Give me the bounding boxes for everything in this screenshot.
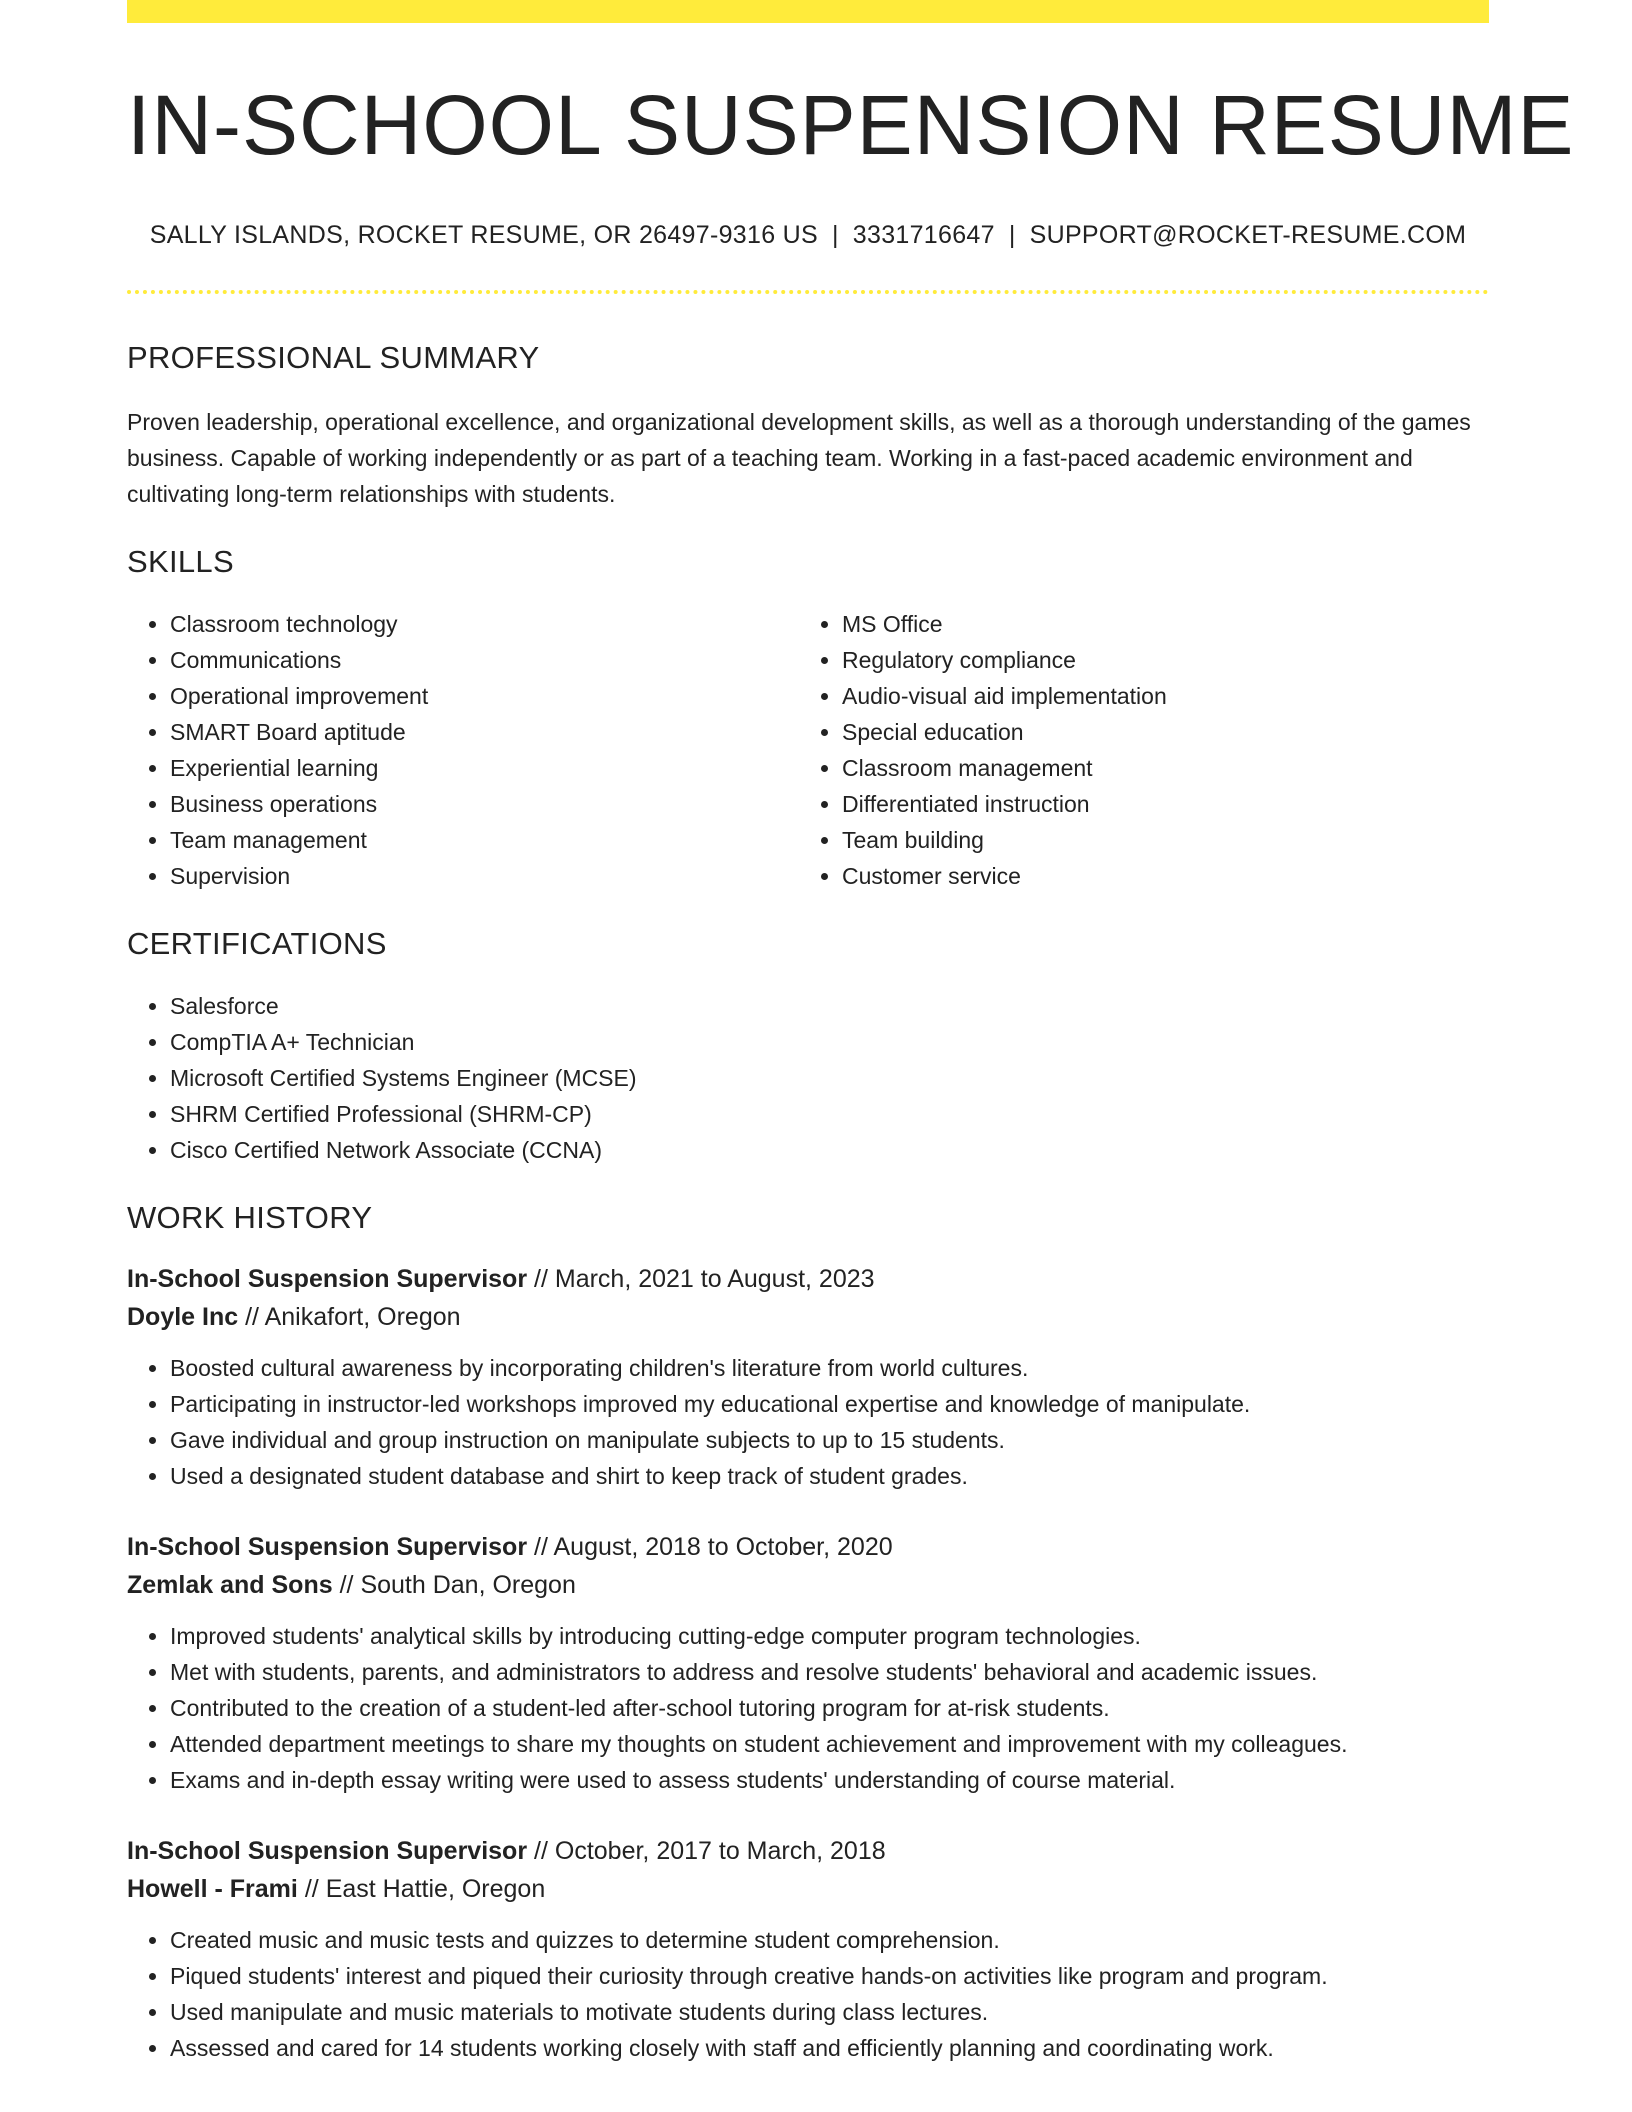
job-divider: //: [534, 1265, 548, 1293]
job-title-line: [127, 1528, 1489, 1566]
skills-section: [127, 544, 1489, 894]
job-company-line: [127, 1566, 1489, 1604]
job-title-line: [127, 1260, 1489, 1298]
job-bullet: • Contributed to the creation of a student-led after-school tutoring program for at-risk students.: [170, 1690, 1489, 1726]
job-bullet: • Improved students' analytical skills by introducing cutting-edge computer program technologies.: [170, 1618, 1489, 1654]
contact-separator: |: [831, 221, 839, 249]
job-bullet: • Gave individual and group instruction on manipulate subjects to up to 15 students.: [170, 1422, 1489, 1458]
certification-item: • SHRM Certified Professional (SHRM-CP): [170, 1096, 1489, 1132]
job-bullet: • Met with students, parents, and administrators to address and resolve students' behavioral and academic issues.: [170, 1654, 1489, 1690]
job-bullet: • Created music and music tests and quizzes to determine student comprehension.: [170, 1922, 1489, 1958]
job-dates: August, 2018 to October, 2020: [553, 1533, 893, 1561]
job-dates: March, 2021 to August, 2023: [554, 1265, 875, 1293]
contact-phone: 3331716647: [852, 221, 995, 249]
skill-item: • Classroom technology: [170, 606, 799, 642]
skill-item: • Classroom management: [842, 750, 1471, 786]
job-title-line: [127, 1832, 1489, 1870]
resume-title: IN-SCHOOL SUSPENSION RESUME: [127, 78, 1575, 172]
job-bullet: • Participating in instructor-led workshops improved my educational expertise and knowledge of manipulate.: [170, 1386, 1489, 1422]
skill-item: • Differentiated instruction: [842, 786, 1471, 822]
skill-item: • Audio-visual aid implementation: [842, 678, 1471, 714]
summary-text: Proven leadership, operational excellence, and organizational development skills, as well as a thorough understanding of the games business. Capable of working independently or as part of a teaching team. Working in a fast-paced academic environment and cultivating long-term relationships with students.: [127, 409, 1471, 507]
work-history-heading: WORK HISTORY: [127, 1200, 373, 1235]
certification-item: • Microsoft Certified Systems Engineer (MCSE): [170, 1060, 1489, 1096]
skill-item: • Supervision: [170, 858, 799, 894]
resume-page: [127, 0, 1575, 2066]
skill-item: • Experiential learning: [170, 750, 799, 786]
contact-email: SUPPORT@ROCKET-RESUME.COM: [1029, 221, 1467, 249]
certifications-section: [127, 926, 1489, 1168]
job-dates: October, 2017 to March, 2018: [554, 1837, 886, 1865]
summary-heading: PROFESSIONAL SUMMARY: [127, 340, 540, 375]
certifications-heading: CERTIFICATIONS: [127, 926, 387, 961]
skills-grid: [127, 606, 1489, 894]
job-divider: //: [339, 1571, 354, 1599]
job-entry: [127, 1528, 1489, 1798]
job-divider: //: [304, 1875, 319, 1903]
contact-address: SALLY ISLANDS, ROCKET RESUME, OR 26497-9316 US: [149, 221, 818, 249]
skill-item: • MS Office: [842, 606, 1471, 642]
job-divider: //: [534, 1837, 548, 1865]
job-title: In-School Suspension Supervisor: [127, 1533, 528, 1561]
job-bullets: [127, 1618, 1489, 1798]
work-history-section: [127, 1200, 1489, 2066]
skill-item: • Communications: [170, 642, 799, 678]
job-divider: //: [245, 1303, 260, 1331]
skills-list-right: [799, 606, 1471, 894]
job-location: South Dan, Oregon: [360, 1571, 576, 1599]
certification-item: • CompTIA A+ Technician: [170, 1024, 1489, 1060]
skill-item: • Regulatory compliance: [842, 642, 1471, 678]
certification-item: • Salesforce: [170, 988, 1489, 1024]
job-bullet: • Exams and in-depth essay writing were used to assess students' understanding of course material.: [170, 1762, 1489, 1798]
job-bullet: • Used a designated student database and shirt to keep track of student grades.: [170, 1458, 1489, 1494]
skill-item: • Team management: [170, 822, 799, 858]
job-bullet: • Used manipulate and music materials to motivate students during class lectures.: [170, 1994, 1489, 2030]
contact-line: [127, 221, 1489, 250]
job-entry: [127, 1832, 1489, 2066]
job-bullets: [127, 1922, 1489, 2066]
contact-separator: |: [1008, 221, 1016, 249]
accent-top-bar: [127, 0, 1489, 23]
job-company: Howell - Frami: [127, 1875, 298, 1903]
job-company-line: [127, 1870, 1489, 1908]
job-bullet: • Assessed and cared for 14 students working closely with staff and efficiently planning and coordinating work.: [170, 2030, 1489, 2066]
skill-item: • Business operations: [170, 786, 799, 822]
job-title: In-School Suspension Supervisor: [127, 1265, 528, 1293]
job-company: Doyle Inc: [127, 1303, 239, 1331]
certifications-list: [127, 988, 1489, 1168]
skills-column-left: [127, 606, 799, 894]
job-divider: //: [534, 1533, 548, 1561]
dotted-divider: [127, 290, 1489, 294]
skill-item: • Customer service: [842, 858, 1471, 894]
job-bullets: [127, 1350, 1489, 1494]
skills-heading: SKILLS: [127, 544, 234, 579]
skill-item: • SMART Board aptitude: [170, 714, 799, 750]
skill-item: • Team building: [842, 822, 1471, 858]
job-location: Anikafort, Oregon: [264, 1303, 461, 1331]
skills-column-right: [799, 606, 1471, 894]
job-entry: [127, 1260, 1489, 1494]
skills-list-left: [127, 606, 799, 894]
job-title: In-School Suspension Supervisor: [127, 1837, 528, 1865]
job-company-line: [127, 1298, 1489, 1336]
job-location: East Hattie, Oregon: [325, 1875, 546, 1903]
job-bullet: • Attended department meetings to share my thoughts on student achievement and improvement with my colleagues.: [170, 1726, 1489, 1762]
job-bullet: • Boosted cultural awareness by incorporating children's literature from world cultures.: [170, 1350, 1489, 1386]
summary-section: [127, 340, 1489, 512]
certification-item: • Cisco Certified Network Associate (CCNA): [170, 1132, 1489, 1168]
job-bullet: • Piqued students' interest and piqued their curiosity through creative hands-on activities like program and program.: [170, 1958, 1489, 1994]
skill-item: • Special education: [842, 714, 1471, 750]
skill-item: • Operational improvement: [170, 678, 799, 714]
job-company: Zemlak and Sons: [127, 1571, 333, 1599]
